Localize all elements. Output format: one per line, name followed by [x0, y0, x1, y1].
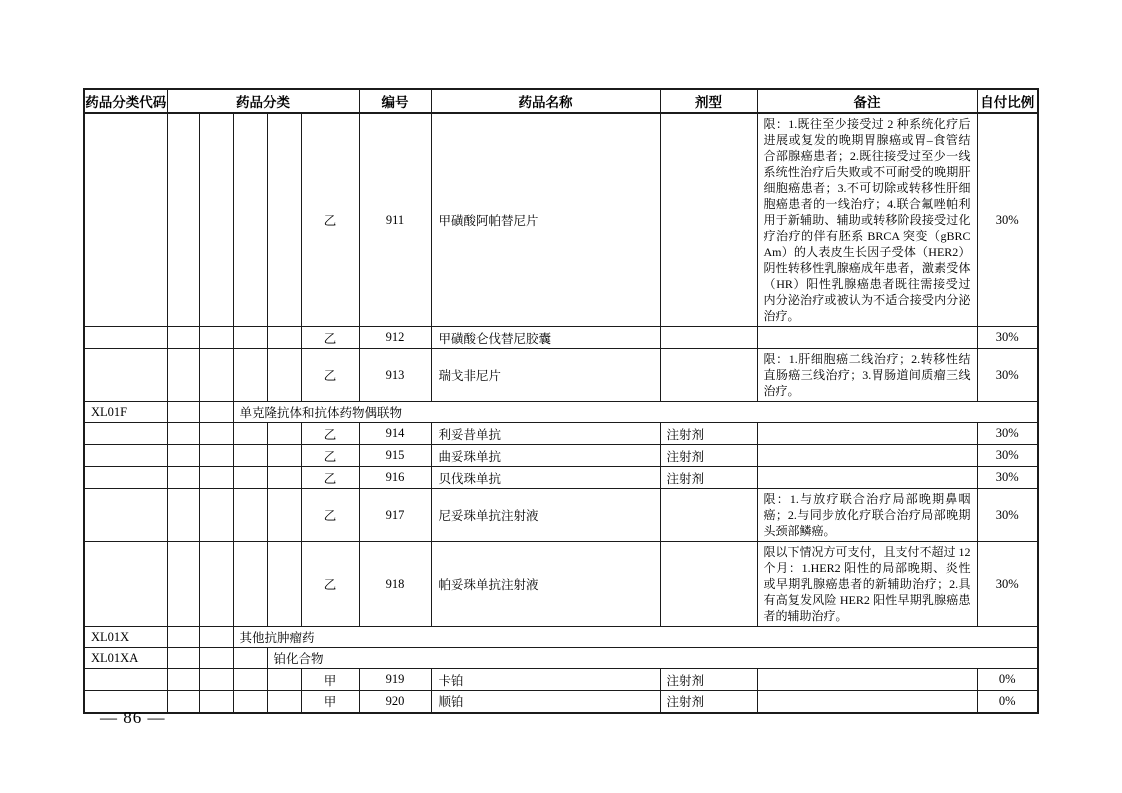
cell-copay-ratio: 30%	[977, 542, 1038, 627]
cell-empty	[84, 349, 167, 402]
cell-copay-ratio: 30%	[977, 349, 1038, 402]
cell-drug-name: 帕妥珠单抗注射液	[431, 542, 660, 627]
cell-dosage-form	[660, 349, 757, 402]
cell-copay-ratio: 0%	[977, 691, 1038, 713]
cell-copay-ratio: 30%	[977, 113, 1038, 327]
cell-class-level: 乙	[301, 423, 359, 445]
cell-empty	[267, 669, 301, 691]
cell-drug-number: 917	[359, 489, 431, 542]
cell-empty	[199, 691, 233, 713]
cell-empty	[267, 445, 301, 467]
cell-empty	[267, 423, 301, 445]
drug-reimbursement-table	[83, 88, 1039, 714]
cell-remark	[757, 445, 977, 467]
cell-empty	[233, 423, 267, 445]
table-row	[84, 402, 1038, 423]
col-header-code: 药品分类代码	[84, 89, 167, 113]
cell-class-level: 乙	[301, 327, 359, 349]
table-row	[84, 113, 1038, 327]
col-header-form: 剂型	[660, 89, 757, 113]
cell-drug-name: 曲妥珠单抗	[431, 445, 660, 467]
cell-empty	[167, 489, 199, 542]
cell-drug-name: 甲磺酸阿帕替尼片	[431, 113, 660, 327]
cell-empty	[167, 542, 199, 627]
cell-class-level: 乙	[301, 542, 359, 627]
cell-class-level: 乙	[301, 445, 359, 467]
col-header-remark: 备注	[757, 89, 977, 113]
cell-empty	[167, 445, 199, 467]
cell-empty	[233, 669, 267, 691]
cell-drug-number: 916	[359, 467, 431, 489]
cell-empty	[167, 467, 199, 489]
cell-dosage-form: 注射剂	[660, 423, 757, 445]
cell-empty	[233, 445, 267, 467]
cell-empty	[267, 691, 301, 713]
cell-empty	[233, 349, 267, 402]
header-row	[84, 89, 1038, 113]
col-header-ratio: 自付比例	[977, 89, 1038, 113]
cell-remark: 限以下情况方可支付，且支付不超过 12 个月：1.HER2 阳性的局部晚期、炎性或早期乳腺癌患者的新辅助治疗；2.具有高复发风险 HER2 阳性早期乳腺癌患者的辅助治疗。	[757, 542, 977, 627]
cell-empty	[233, 113, 267, 327]
cell-drug-number: 920	[359, 691, 431, 713]
cell-drug-number: 911	[359, 113, 431, 327]
cell-drug-name: 瑞戈非尼片	[431, 349, 660, 402]
cell-drug-number: 919	[359, 669, 431, 691]
cell-dosage-form: 注射剂	[660, 691, 757, 713]
cell-empty	[199, 113, 233, 327]
table-row	[84, 669, 1038, 691]
cell-copay-ratio: 30%	[977, 327, 1038, 349]
cell-empty	[199, 445, 233, 467]
cell-class-level: 乙	[301, 349, 359, 402]
cell-empty	[167, 669, 199, 691]
cell-empty	[199, 423, 233, 445]
cell-empty	[233, 327, 267, 349]
cell-drug-name: 甲磺酸仑伐替尼胶囊	[431, 327, 660, 349]
cell-copay-ratio: 30%	[977, 489, 1038, 542]
cell-empty	[167, 349, 199, 402]
cell-drug-name: 卡铂	[431, 669, 660, 691]
cell-category-code: XL01F	[84, 402, 167, 423]
cell-dosage-form	[660, 542, 757, 627]
cell-empty	[84, 669, 167, 691]
cell-category-code: XL01XA	[84, 648, 167, 669]
cell-empty	[233, 648, 267, 669]
col-header-name: 药品名称	[431, 89, 660, 113]
cell-empty	[84, 489, 167, 542]
cell-copay-ratio: 0%	[977, 669, 1038, 691]
cell-class-level: 乙	[301, 113, 359, 327]
cell-empty	[199, 402, 233, 423]
cell-remark: 限：1.与放疗联合治疗局部晚期鼻咽癌；2.与同步放化疗联合治疗局部晚期头颈部鳞癌。	[757, 489, 977, 542]
cell-remark	[757, 669, 977, 691]
cell-empty	[267, 113, 301, 327]
cell-class-level: 甲	[301, 669, 359, 691]
cell-drug-name: 尼妥珠单抗注射液	[431, 489, 660, 542]
cell-remark: 限：1.肝细胞癌二线治疗；2.转移性结直肠癌三线治疗；3.胃肠道间质瘤三线治疗。	[757, 349, 977, 402]
cell-empty	[167, 423, 199, 445]
cell-empty	[167, 402, 199, 423]
table-row	[84, 445, 1038, 467]
cell-empty	[267, 349, 301, 402]
cell-empty	[167, 327, 199, 349]
col-header-number: 编号	[359, 89, 431, 113]
cell-empty	[167, 691, 199, 713]
cell-dosage-form	[660, 327, 757, 349]
table-row	[84, 423, 1038, 445]
cell-empty	[84, 113, 167, 327]
cell-dosage-form: 注射剂	[660, 669, 757, 691]
cell-dosage-form	[660, 113, 757, 327]
cell-empty	[267, 542, 301, 627]
cell-empty	[199, 648, 233, 669]
cell-drug-number: 915	[359, 445, 431, 467]
cell-drug-name: 利妥昔单抗	[431, 423, 660, 445]
cell-copay-ratio: 30%	[977, 445, 1038, 467]
cell-empty	[84, 467, 167, 489]
cell-empty	[233, 542, 267, 627]
page-number: — 86 —	[100, 708, 166, 727]
table-row	[84, 542, 1038, 627]
cell-class-level: 乙	[301, 467, 359, 489]
cell-remark	[757, 467, 977, 489]
cell-dosage-form: 注射剂	[660, 467, 757, 489]
cell-class-level: 乙	[301, 489, 359, 542]
cell-empty	[167, 627, 199, 648]
cell-empty	[84, 445, 167, 467]
cell-drug-number: 914	[359, 423, 431, 445]
cell-remark	[757, 423, 977, 445]
cell-remark: 限：1.既往至少接受过 2 种系统化疗后进展或复发的晚期胃腺癌或胃–食管结合部腺癌患者；2.既往接受过至少一线系统性治疗后失败或不可耐受的晚期肝细胞癌患者；3.不可切除或转移性肝细胞癌患者的一线治疗；4.联合氟唑帕利用于新辅助、辅助或转移阶段接受过化疗治疗的伴有胚系 BRCA 突变（gBRCAm）的人表皮生长因子受体（HER2）阴性转移性乳腺癌成年患者，激素受体（HR）阳性乳腺癌患者既往需接受过内分泌治疗或被认为不适合接受内分泌治疗。	[757, 113, 977, 327]
cell-remark	[757, 691, 977, 713]
table-row	[84, 627, 1038, 648]
cell-category-label: 其他抗肿瘤药	[233, 627, 1038, 648]
cell-category-code: XL01X	[84, 627, 167, 648]
cell-empty	[199, 349, 233, 402]
cell-empty	[84, 542, 167, 627]
cell-category-label: 单克隆抗体和抗体药物偶联物	[233, 402, 1038, 423]
cell-empty	[199, 467, 233, 489]
cell-empty	[199, 489, 233, 542]
cell-empty	[199, 627, 233, 648]
cell-copay-ratio: 30%	[977, 423, 1038, 445]
cell-empty	[167, 648, 199, 669]
cell-empty	[84, 327, 167, 349]
table-row	[84, 691, 1038, 713]
cell-empty	[167, 113, 199, 327]
cell-empty	[199, 542, 233, 627]
cell-empty	[233, 691, 267, 713]
cell-empty	[199, 669, 233, 691]
cell-drug-number: 912	[359, 327, 431, 349]
cell-empty	[267, 489, 301, 542]
cell-empty	[233, 489, 267, 542]
cell-drug-number: 918	[359, 542, 431, 627]
cell-copay-ratio: 30%	[977, 467, 1038, 489]
table-row	[84, 648, 1038, 669]
cell-dosage-form: 注射剂	[660, 445, 757, 467]
cell-empty	[267, 327, 301, 349]
cell-remark	[757, 327, 977, 349]
table-row	[84, 327, 1038, 349]
cell-category-label: 铂化合物	[267, 648, 1038, 669]
cell-drug-name: 顺铂	[431, 691, 660, 713]
col-header-category: 药品分类	[167, 89, 359, 113]
cell-empty	[267, 467, 301, 489]
cell-drug-number: 913	[359, 349, 431, 402]
table-row	[84, 467, 1038, 489]
cell-dosage-form	[660, 489, 757, 542]
cell-empty	[199, 327, 233, 349]
cell-empty	[84, 423, 167, 445]
cell-drug-name: 贝伐珠单抗	[431, 467, 660, 489]
table-row	[84, 349, 1038, 402]
cell-class-level: 甲	[301, 691, 359, 713]
cell-empty	[233, 467, 267, 489]
table-row	[84, 489, 1038, 542]
